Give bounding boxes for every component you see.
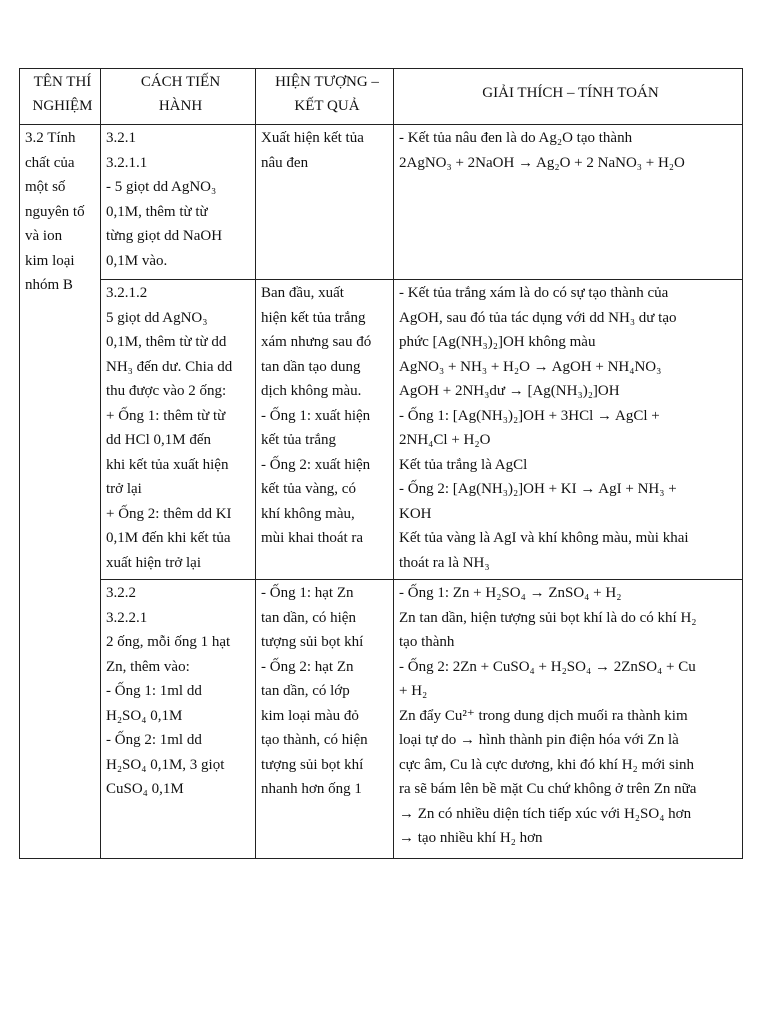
text-line: cực âm, Cu là cực dương, khi đó khí H₂ mới sinh [399,756,695,773]
text-line: → Zn có nhiều diện tích tiếp xúc với H₂SO₄ hơn [399,805,692,822]
text-line: 0,1M đến khi kết tủa [106,530,231,546]
text-line: nhanh hơn ống 1 [261,781,362,797]
procedure-text [106,125,255,277]
text-line: 3.2.1 [106,130,136,146]
text-line: - Ống 2: 1ml dd [106,732,202,748]
text-line: 2AgNO₃ + 2NaOH → Ag₂O + 2 NaNO₃ + H₂O [399,154,685,171]
text-line: khí không màu, [261,505,355,522]
text-line: Zn tan dần, hiện tượng sủi bọt khí là do có khí H₂ [399,609,697,626]
text-line: thoát ra là NH₃ [399,554,490,571]
procedure-cell [101,280,256,580]
text-line: 3.2.2 [106,585,136,601]
text-line: - Ống 1: hạt Zn [261,585,354,601]
text-line: - Kết tủa nâu đen là do Ag₂O tạo thành [399,130,633,146]
text-line: kết tủa trắng [261,432,336,448]
experiment-name-text [25,125,100,302]
header-line: CÁCH TIẾN [140,74,221,90]
text-line: Kết tủa trắng là AgCl [399,456,528,473]
text-line: phức [Ag(NH₃)₂]OH không màu [399,334,596,350]
header-line: HIỆN TƯỢNG – [275,74,379,90]
procedure-text [106,580,255,806]
text-line: Xuất hiện kết tủa [261,130,364,146]
text-line: tan dần, có lớp [261,683,350,699]
text-line: 0,1M vào. [106,252,168,269]
text-line: 2 ống, mỗi ống 1 hạt [106,634,231,650]
text-line: tạo thành [399,634,455,650]
text-line: nguyên tố [25,203,85,220]
result-text [261,280,393,555]
text-line: 3.2.1.1 [106,154,148,171]
header-line: HÀNH [158,98,203,114]
explanation-cell [394,580,743,859]
experiment-name-cell [20,125,101,859]
text-line: + Ống 2: thêm dd KI [106,505,232,522]
table-row [20,280,743,580]
text-line: một số [25,179,66,195]
text-line: - Ống 2: xuất hiện [261,456,371,473]
explanation-cell [394,280,743,580]
text-line: Zn, thêm vào: [106,658,190,675]
text-line: - Ống 1: xuất hiện [261,407,371,424]
text-line: + H₂ [399,683,428,699]
text-line: dd HCl 0,1M đến [106,432,211,448]
text-line: 0,1M, thêm từ từ dd [106,334,227,350]
text-line: Ban đầu, xuất [261,285,344,301]
text-line: dịch không màu. [261,383,362,399]
text-line: - Ống 1: 1ml dd [106,683,202,699]
text-line: xuất hiện trở lại [106,554,201,571]
header-line: NGHIỆM [32,98,93,114]
text-line: AgOH + 2NH₃dư → [Ag(NH₃)₂]OH [399,383,620,399]
text-line: 2NH₄Cl + H₂O [399,432,491,448]
procedure-cell [101,580,256,859]
text-line: hiện kết tủa trắng [261,309,366,326]
text-line: ra sẽ bám lên bề mặt Cu chứ không ở trên Zn nữa [399,781,697,797]
header-row [20,69,743,125]
text-line: từng giọt dd NaOH [106,228,223,244]
explanation-text [399,280,742,579]
text-line: - Kết tủa trắng xám là do có sự tạo thành của [399,285,669,301]
text-line: - Ống 2: 2Zn + CuSO₄ + H₂SO₄ → 2ZnSO₄ + Cu [399,658,696,675]
header-line: KẾT QUẢ [294,98,360,114]
text-line: mùi khai thoát ra [261,530,364,546]
text-line: nhóm B [25,277,73,293]
text-line: - Ống 1: [Ag(NH₃)₂]OH + 3HCl → AgCl + [399,407,660,424]
result-cell [256,125,394,280]
text-line: kim loại màu đỏ [261,707,359,724]
text-line: - Ống 2: [Ag(NH₃)₂]OH + KI → AgI + NH₃ + [399,481,677,497]
header-explanation-text: GIẢI THÍCH – TÍNH TOÁN [482,85,659,101]
text-line: AgOH, sau đó tủa tác dụng với dd NH₃ dư tạo [399,309,677,326]
header-procedure-text [106,69,255,118]
result-cell [256,580,394,859]
header-experiment-name [20,69,101,125]
text-line: kết tủa vàng, có [261,481,356,497]
header-result [256,69,394,125]
experiment-table [19,68,743,859]
text-line: tạo thành, có hiện [261,732,368,748]
text-line: 3.2 Tính [25,130,76,146]
text-line: tượng sủi bọt khí [261,756,364,773]
text-line: KOH [399,505,432,522]
text-line: CuSO₄ 0,1M [106,781,184,797]
text-line: tượng sủi bọt khí [261,634,364,650]
header-experiment-name-text [25,69,100,118]
procedure-text [106,280,255,579]
text-line: kim loại [25,252,75,269]
table-row [20,125,743,280]
text-line: 5 giọt dd AgNO₃ [106,309,208,326]
explanation-cell [394,125,743,280]
result-cell [256,280,394,580]
text-line: → tạo nhiều khí H₂ hơn [399,830,543,846]
explanation-text [399,125,742,179]
text-line: H₂SO₄ 0,1M [106,707,183,724]
text-line: + Ống 1: thêm từ từ [106,407,226,424]
text-line: Kết tủa vàng là AgI và khí không màu, mùi khai [399,530,689,546]
text-line: 3.2.1.2 [106,285,148,301]
text-line: chất của [25,154,75,171]
header-explanation [394,69,743,125]
procedure-cell [101,125,256,280]
text-line: 0,1M, thêm từ từ [106,203,208,220]
header-result-text [261,69,393,118]
result-text [261,580,393,806]
text-line: 3.2.2.1 [106,609,148,626]
text-line: - 5 giọt dd AgNO₃ [106,179,217,195]
table-row [20,580,743,859]
text-line: nâu đen [261,154,309,171]
text-line: trở lại [106,481,142,497]
header-procedure [101,69,256,125]
text-line: thu được vào 2 ống: [106,383,227,399]
text-line: loại tự do → hình thành pin điện hóa với Zn là [399,732,679,748]
result-text [261,125,393,179]
text-line: và ion [25,228,63,244]
text-line: H₂SO₄ 0,1M, 3 giọt [106,756,225,773]
text-line: xám nhưng sau đó [261,334,372,350]
text-line: - Ống 1: Zn + H₂SO₄ → ZnSO₄ + H₂ [399,585,622,601]
explanation-text [399,580,742,855]
text-line: khi kết tủa xuất hiện [106,456,229,473]
text-line: AgNO₃ + NH₃ + H₂O → AgOH + NH₄NO₃ [399,358,662,375]
text-line: NH₃ đến dư. Chia dd [106,358,233,375]
text-line: tan dần, có hiện [261,609,356,626]
text-line: Zn đẩy Cu²⁺ trong dung dịch muối ra thành kim [399,707,688,724]
text-line: tan dần tạo dung [261,358,361,375]
text-line: - Ống 2: hạt Zn [261,658,354,675]
header-line: TÊN THÍ [33,74,92,90]
